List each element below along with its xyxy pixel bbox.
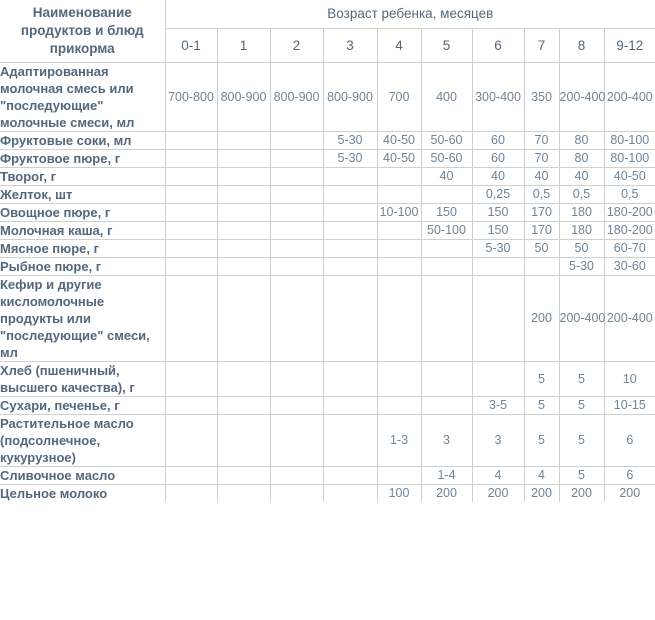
table-header (0, 0, 655, 62)
cell-value (217, 414, 270, 466)
cell-value: 50 (524, 239, 559, 257)
cell-value: 30-60 (604, 257, 655, 275)
cell-value (217, 149, 270, 167)
cell-value: 50-60 (421, 149, 472, 167)
table-row (0, 203, 655, 221)
cell-value (377, 221, 421, 239)
cell-value: 100 (377, 484, 421, 502)
cell-value (217, 221, 270, 239)
cell-value: 800-900 (217, 62, 270, 131)
cell-value (165, 221, 217, 239)
cell-value (323, 185, 377, 203)
table-row (0, 257, 655, 275)
cell-value (323, 239, 377, 257)
cell-value: 40-50 (377, 149, 421, 167)
cell-value: 5 (524, 414, 559, 466)
cell-value (524, 257, 559, 275)
cell-value: 70 (524, 149, 559, 167)
cell-value: 40 (472, 167, 524, 185)
cell-value: 6 (604, 466, 655, 484)
cell-value: 5 (524, 361, 559, 396)
cell-value: 200 (524, 484, 559, 502)
cell-value: 10-15 (604, 396, 655, 414)
cell-value (323, 361, 377, 396)
cell-value: 60 (472, 131, 524, 149)
cell-value (165, 361, 217, 396)
row-label: Растительное масло (подсолнечное, кукурузное) (0, 414, 165, 466)
cell-value: 0,5 (559, 185, 604, 203)
cell-value: 180 (559, 203, 604, 221)
cell-value: 180 (559, 221, 604, 239)
cell-value: 200-400 (604, 275, 655, 361)
cell-value (270, 131, 323, 149)
cell-value (217, 361, 270, 396)
cell-value (377, 396, 421, 414)
row-label: Адаптированная молочная смесь или "последующие" молочные смеси, мл (0, 62, 165, 131)
cell-value (270, 167, 323, 185)
row-label: Овощное пюре, г (0, 203, 165, 221)
cell-value (377, 167, 421, 185)
cell-value (270, 185, 323, 203)
cell-value: 3 (472, 414, 524, 466)
cell-value: 40-50 (377, 131, 421, 149)
cell-value: 150 (472, 221, 524, 239)
cell-value: 80-100 (604, 149, 655, 167)
cell-value (421, 239, 472, 257)
header-row-top (0, 0, 655, 28)
cell-value: 200 (524, 275, 559, 361)
cell-value: 4 (524, 466, 559, 484)
cell-value: 5 (524, 396, 559, 414)
cell-value (165, 257, 217, 275)
cell-value: 40-50 (604, 167, 655, 185)
cell-value: 40 (421, 167, 472, 185)
row-label: Мясное пюре, г (0, 239, 165, 257)
cell-value: 80 (559, 131, 604, 149)
cell-value: 180-200 (604, 221, 655, 239)
row-label: Молочная каша, г (0, 221, 165, 239)
table-row (0, 131, 655, 149)
cell-value: 50 (559, 239, 604, 257)
cell-value (270, 203, 323, 221)
row-label: Сухари, печенье, г (0, 396, 165, 414)
table-body (0, 62, 655, 502)
cell-value (217, 257, 270, 275)
cell-value (165, 185, 217, 203)
cell-value (270, 257, 323, 275)
column-header-age-1: 1 (217, 28, 270, 62)
row-label: Фруктовые соки, мл (0, 131, 165, 149)
cell-value (270, 275, 323, 361)
cell-value: 170 (524, 221, 559, 239)
cell-value: 700 (377, 62, 421, 131)
cell-value (217, 167, 270, 185)
cell-value: 150 (472, 203, 524, 221)
cell-value: 350 (524, 62, 559, 131)
cell-value (323, 466, 377, 484)
cell-value: 70 (524, 131, 559, 149)
cell-value: 1-3 (377, 414, 421, 466)
cell-value (165, 466, 217, 484)
column-header-age-7: 7 (524, 28, 559, 62)
cell-value (270, 361, 323, 396)
cell-value: 60-70 (604, 239, 655, 257)
cell-value (421, 275, 472, 361)
column-header-age-2: 2 (270, 28, 323, 62)
table-row (0, 221, 655, 239)
table-row (0, 396, 655, 414)
cell-value: 1-4 (421, 466, 472, 484)
cell-value (377, 466, 421, 484)
cell-value (472, 361, 524, 396)
cell-value: 180-200 (604, 203, 655, 221)
cell-value (323, 221, 377, 239)
cell-value: 700-800 (165, 62, 217, 131)
cell-value: 5-30 (323, 149, 377, 167)
cell-value (377, 185, 421, 203)
cell-value (472, 257, 524, 275)
cell-value (377, 257, 421, 275)
cell-value (165, 131, 217, 149)
cell-value (472, 275, 524, 361)
cell-value (217, 396, 270, 414)
cell-value (421, 185, 472, 203)
cell-value (165, 396, 217, 414)
cell-value (217, 203, 270, 221)
cell-value: 0,5 (524, 185, 559, 203)
cell-value: 6 (604, 414, 655, 466)
cell-value: 200-400 (559, 275, 604, 361)
cell-value (217, 185, 270, 203)
cell-value: 800-900 (323, 62, 377, 131)
cell-value: 5-30 (559, 257, 604, 275)
cell-value: 800-900 (270, 62, 323, 131)
table-row (0, 275, 655, 361)
table-row (0, 361, 655, 396)
cell-value (323, 275, 377, 361)
cell-value: 5 (559, 396, 604, 414)
table-row (0, 167, 655, 185)
cell-value (270, 149, 323, 167)
row-label: Фруктовое пюре, г (0, 149, 165, 167)
row-label: Рыбное пюре, г (0, 257, 165, 275)
cell-value: 200 (619, 486, 641, 500)
cell-value: 5 (559, 414, 604, 466)
cell-value (377, 361, 421, 396)
row-label: Цельное молоко (0, 484, 165, 502)
column-header-product-name: Наименование продуктов и блюд прикорма (0, 0, 165, 62)
cell-value (270, 466, 323, 484)
cell-value: 40 (524, 167, 559, 185)
cell-value: 300-400 (472, 62, 524, 131)
cell-value (217, 239, 270, 257)
cell-value (270, 414, 323, 466)
cell-value (270, 239, 323, 257)
cell-value (217, 275, 270, 361)
cell-value: 3 (421, 414, 472, 466)
cell-value: 170 (524, 203, 559, 221)
cell-value (217, 131, 270, 149)
row-label: Кефир и другие кисломолочные продукты или "последующие" смеси, мл (0, 275, 165, 361)
cell-value (165, 239, 217, 257)
row-label: Творог, г (0, 167, 165, 185)
cell-value (421, 361, 472, 396)
cell-value (421, 396, 472, 414)
cell-value: 5-30 (323, 131, 377, 149)
row-label: Желток, шт (0, 185, 165, 203)
cell-value (165, 275, 217, 361)
table-row (0, 414, 655, 466)
cell-value (421, 257, 472, 275)
cell-value: 200 (421, 484, 472, 502)
cell-value: 0,25 (472, 185, 524, 203)
table-row (0, 149, 655, 167)
cell-value (270, 396, 323, 414)
cell-value: 10 (604, 361, 655, 396)
table-row (0, 466, 655, 484)
cell-value (270, 484, 323, 502)
table-row (0, 484, 655, 502)
table-row (0, 62, 655, 131)
cell-value (165, 484, 217, 502)
cell-value (323, 203, 377, 221)
cell-value (270, 221, 323, 239)
column-header-age-group: Возраст ребенка, месяцев (165, 0, 655, 28)
cell-value: 200 (559, 484, 604, 502)
cell-value (377, 239, 421, 257)
table-row (0, 239, 655, 257)
row-label: Хлеб (пшеничный, высшего качества), г (0, 361, 165, 396)
column-header-age-9-12: 9-12 (604, 28, 655, 62)
column-header-age-3: 3 (323, 28, 377, 62)
cell-value: 80 (559, 149, 604, 167)
cell-value (323, 484, 377, 502)
column-header-age-4: 4 (377, 28, 421, 62)
cell-value (165, 149, 217, 167)
cell-value: 200-400 (604, 62, 655, 131)
column-header-age-8: 8 (559, 28, 604, 62)
row-label: Сливочное масло (0, 466, 165, 484)
cell-value (165, 414, 217, 466)
cell-value (217, 484, 270, 502)
column-header-age-6: 6 (472, 28, 524, 62)
cell-value: 60 (472, 149, 524, 167)
cell-value: 400 (421, 62, 472, 131)
cell-value (165, 203, 217, 221)
cell-value: 50-60 (421, 131, 472, 149)
cell-value (323, 167, 377, 185)
cell-value: 50-100 (421, 221, 472, 239)
cell-value: 200 (472, 484, 524, 502)
cell-value: 80-100 (604, 131, 655, 149)
cell-value (377, 275, 421, 361)
cell-value: 200-400 (559, 62, 604, 131)
cell-value (323, 414, 377, 466)
cell-value: 40 (559, 167, 604, 185)
cell-value (165, 167, 217, 185)
column-header-age-0-1: 0-1 (165, 28, 217, 62)
table-row (0, 185, 655, 203)
cell-value (217, 466, 270, 484)
cell-value: 5 (559, 361, 604, 396)
cell-value: 5-30 (472, 239, 524, 257)
column-header-age-5: 5 (421, 28, 472, 62)
cell-value (323, 257, 377, 275)
cell-value: 150 (421, 203, 472, 221)
cell-value (323, 396, 377, 414)
cell-value: 10-100 (377, 203, 421, 221)
cell-value: 5 (559, 466, 604, 484)
cell-value: 0,5 (604, 185, 655, 203)
cell-value: 3-5 (472, 396, 524, 414)
cell-value: 4 (472, 466, 524, 484)
